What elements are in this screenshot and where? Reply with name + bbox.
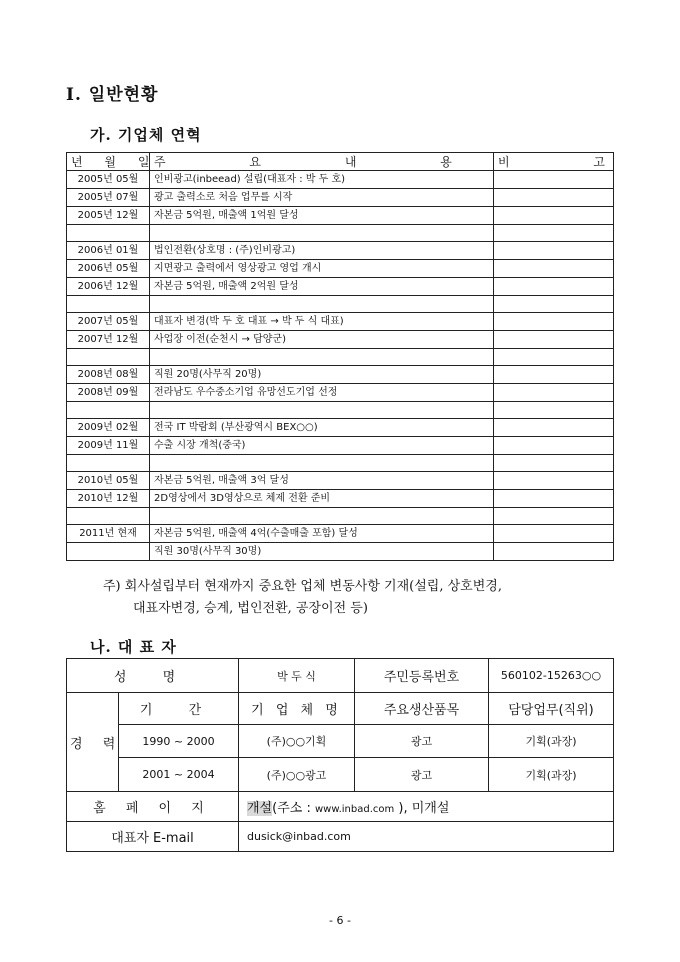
career-product: 광고 [355,725,489,758]
history-date [67,543,150,561]
history-subtitle: 가. 기업체 연혁 [90,126,202,144]
header-content: 주 요 내 용 [150,153,494,171]
history-note [494,242,614,260]
history-body [67,171,614,561]
history-date: 2010년 05월 [67,472,150,490]
history-spacer-row [67,508,614,525]
email-value: dusick@inbad.com [239,822,614,852]
history-date: 2008년 08월 [67,366,150,384]
history-content: 자본금 5억원, 매출액 2억원 달성 [150,278,494,296]
homepage-label: 홈 페 이 지 [67,792,239,822]
id-value: 560102-15263○○ [489,659,614,693]
history-content [150,508,494,525]
history-note [494,402,614,419]
history-note [494,490,614,508]
history-row [67,366,614,384]
header-note: 비 고 [494,153,614,171]
history-row [67,472,614,490]
rep-name-row [67,659,614,693]
footnote-line-1: 주) 회사설립부터 현재까지 중요한 업체 변동사항 기재(설립, 상호변경, [103,579,502,594]
section-title: Ⅰ. 일반현황 [66,85,159,105]
name-label: 성 명 [67,659,239,693]
name-value: 박 두 식 [239,659,355,693]
history-date: 2010년 12월 [67,490,150,508]
history-spacer-row [67,455,614,472]
history-date: 2005년 07월 [67,189,150,207]
history-date: 2006년 05월 [67,260,150,278]
history-content: 직원 30명(사무직 30명) [150,543,494,561]
history-date [67,402,150,419]
history-row [67,419,614,437]
history-content [150,296,494,313]
career-label: 경 력 [67,693,119,792]
history-date: 2009년 02월 [67,419,150,437]
career-company: (주)○○광고 [239,758,355,792]
history-row [67,437,614,455]
history-content: 사업장 이전(순천시 → 담양군) [150,331,494,349]
history-spacer-row [67,296,614,313]
history-spacer-row [67,349,614,366]
history-row [67,278,614,296]
history-note [494,419,614,437]
history-note [494,525,614,543]
history-row [67,171,614,189]
career-period-header: 기 간 [119,693,239,725]
history-note [494,349,614,366]
history-date [67,225,150,242]
career-duty: 기획(과장) [489,725,614,758]
history-row [67,543,614,561]
history-content: 광고 출력소로 처음 업무를 시작 [150,189,494,207]
history-row [67,384,614,402]
history-table [66,152,645,561]
career-row [67,758,614,792]
career-duty: 기획(과장) [489,758,614,792]
history-note [494,296,614,313]
history-note [494,543,614,561]
history-date: 2011년 현재 [67,525,150,543]
homepage-value [239,792,614,822]
history-spacer-row [67,225,614,242]
history-content: 자본금 5억원, 매출액 4억(수출매출 포함) 달성 [150,525,494,543]
history-content: 인비광고(inbeead) 설립(대표자 : 박 두 호) [150,171,494,189]
history-content: 대표자 변경(박 두 호 대표 → 박 두 식 대표) [150,313,494,331]
history-date: 2005년 05월 [67,171,150,189]
email-row [67,822,614,852]
history-content [150,455,494,472]
history-date: 2007년 05월 [67,313,150,331]
history-content: 직원 20명(사무직 20명) [150,366,494,384]
history-content: 수출 시장 개척(중국) [150,437,494,455]
history-date: 2006년 01월 [67,242,150,260]
homepage-suffix: ), 미개설 [394,801,450,816]
history-date: 2006년 12월 [67,278,150,296]
history-date [67,455,150,472]
career-product: 광고 [355,758,489,792]
history-content [150,402,494,419]
history-note [494,472,614,490]
history-note [494,508,614,525]
history-note [494,207,614,225]
header-date: 년 월 일 [67,153,150,171]
page-number: - 6 - [329,914,351,927]
career-duty-header: 담당업무(직위) [489,693,614,725]
career-period: 1990 ~ 2000 [119,725,239,758]
history-content [150,349,494,366]
career-company-header: 기 업 체 명 [239,693,355,725]
history-date: 2005년 12월 [67,207,150,225]
homepage-row [67,792,614,822]
id-label: 주민등록번호 [355,659,489,693]
history-date [67,508,150,525]
history-date [67,349,150,366]
history-note [494,313,614,331]
career-period: 2001 ~ 2004 [119,758,239,792]
history-date: 2007년 12월 [67,331,150,349]
history-note [494,171,614,189]
history-content: 자본금 5억원, 매출액 3억 달성 [150,472,494,490]
email-label: 대표자 E-mail [67,822,239,852]
history-note [494,225,614,242]
history-content: 2D영상에서 3D영상으로 체제 전환 준비 [150,490,494,508]
history-row [67,525,614,543]
history-note [494,331,614,349]
history-note [494,455,614,472]
homepage-url: www.inbad.com [314,804,395,815]
history-content [150,225,494,242]
history-date: 2009년 11월 [67,437,150,455]
history-note [494,366,614,384]
career-header-row [67,693,614,725]
history-content: 자본금 5억원, 매출액 1억원 달성 [150,207,494,225]
history-row [67,313,614,331]
history-date: 2008년 09월 [67,384,150,402]
history-note [494,260,614,278]
history-note [494,278,614,296]
history-spacer-row [67,402,614,419]
history-footnote [103,576,623,620]
history-row [67,189,614,207]
footnote-line-2: 대표자변경, 승계, 법인전환, 공장이전 등) [133,601,368,616]
history-row [67,260,614,278]
homepage-addr-prefix: (주소 : [272,801,315,816]
history-row [67,207,614,225]
history-content: 지면광고 출력에서 영상광고 영업 개시 [150,260,494,278]
history-row [67,242,614,260]
history-row [67,490,614,508]
representative-table [66,658,614,852]
history-date [67,296,150,313]
career-company: (주)○○기획 [239,725,355,758]
history-content: 전라남도 우수중소기업 유망선도기업 선정 [150,384,494,402]
history-content: 전국 IT 박람회 (부산광역시 BEX○○) [150,419,494,437]
representative-subtitle: 나. 대 표 자 [90,638,177,656]
homepage-open-option: 개설 [247,801,273,816]
history-note [494,437,614,455]
career-row [67,725,614,758]
career-product-header: 주요생산품목 [355,693,489,725]
history-row [67,331,614,349]
history-content: 법인전환(상호명 : (주)인비광고) [150,242,494,260]
history-note [494,384,614,402]
history-header-row [67,153,614,171]
history-note [494,189,614,207]
